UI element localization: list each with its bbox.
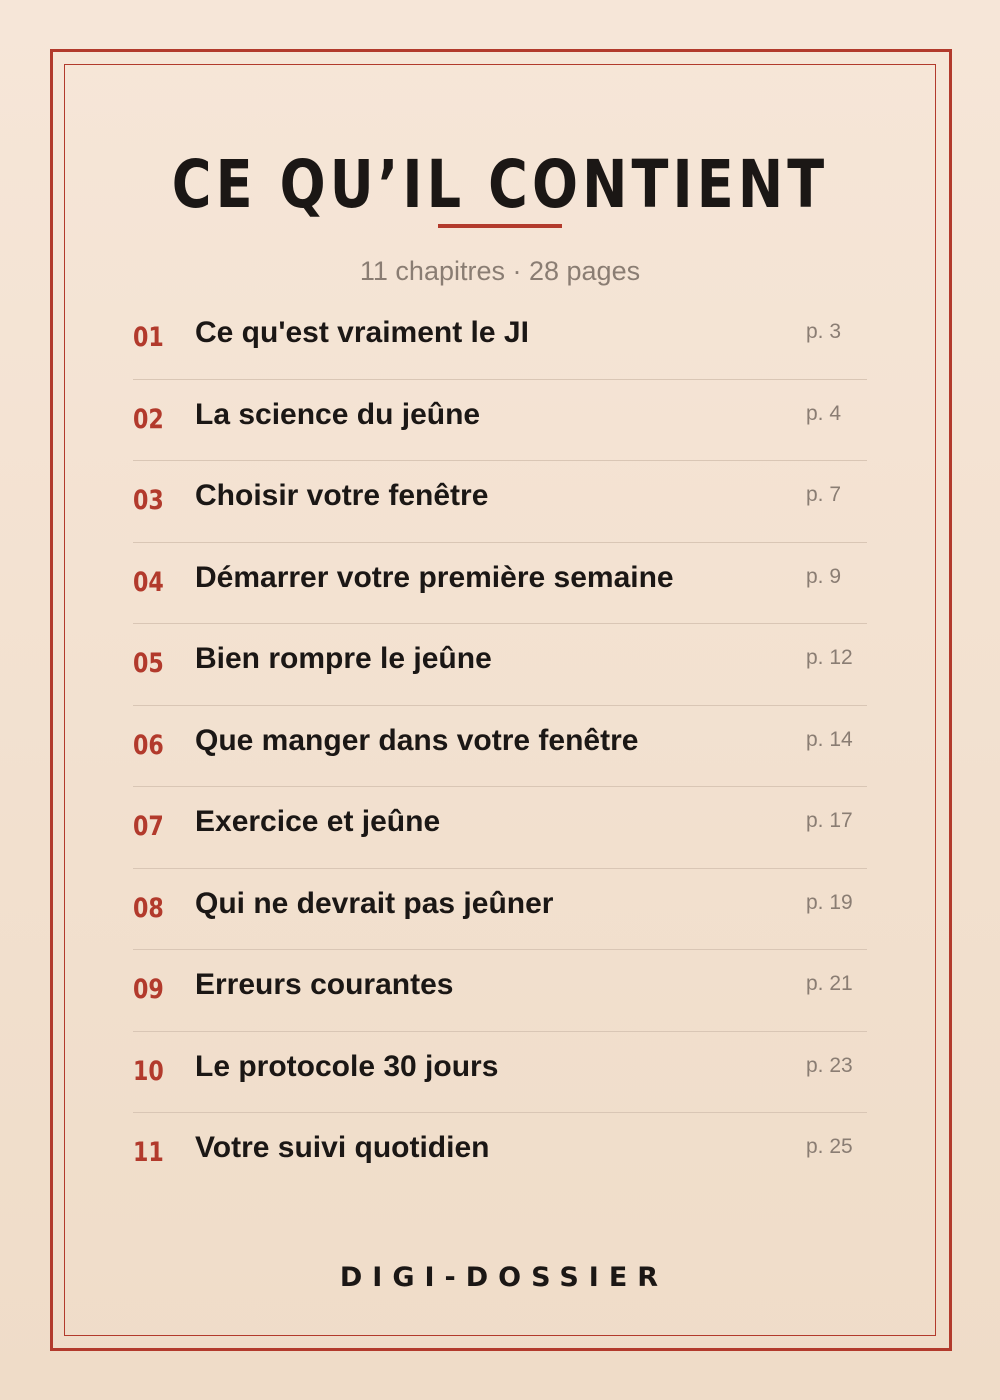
chapter-number: 07: [133, 811, 164, 842]
chapter-title: Que manger dans votre fenêtre: [195, 723, 639, 757]
toc-row: [133, 950, 867, 1032]
chapter-number: 03: [133, 485, 164, 516]
chapter-title: Votre suivi quotidien: [195, 1131, 490, 1164]
toc-row: [133, 787, 867, 869]
chapter-title: Démarrer votre première semaine: [195, 560, 674, 594]
toc-row: [133, 461, 867, 543]
chapter-title: La science du jeûne: [195, 397, 481, 431]
chapter-title: Exercice et jeûne: [195, 805, 441, 838]
chapter-title: Choisir votre fenêtre: [195, 479, 489, 512]
chapter-page: p. 25: [806, 1135, 853, 1158]
chapter-number: 09: [133, 974, 164, 1005]
toc-row: [133, 706, 867, 788]
chapter-page: p. 12: [806, 646, 853, 669]
chapter-title: Erreurs courantes: [195, 968, 454, 1001]
chapter-page: p. 21: [806, 972, 853, 995]
chapter-title: Ce qu'est vraiment le JI: [195, 316, 529, 349]
chapter-page: p. 17: [806, 809, 853, 832]
chapter-page: p. 14: [806, 727, 853, 751]
chapter-number: 02: [133, 403, 164, 435]
chapter-page: p. 7: [806, 483, 842, 506]
chapter-number: 05: [133, 648, 164, 679]
chapter-number: 01: [133, 322, 164, 353]
toc-row: [133, 380, 867, 462]
chapter-number: 08: [133, 892, 164, 924]
toc-row: [133, 869, 867, 951]
toc-row: [133, 624, 867, 706]
chapter-title: Qui ne devrait pas jeûner: [195, 886, 554, 920]
brand-footer: DIGI-DOSSIER: [339, 1262, 669, 1293]
toc-row: [133, 1032, 867, 1114]
toc-row: [133, 543, 867, 625]
chapter-title: Bien rompre le jeûne: [195, 642, 492, 675]
chapter-number: 06: [133, 729, 164, 761]
chapter-page: p. 9: [806, 564, 842, 588]
chapter-title: Le protocole 30 jours: [195, 1049, 499, 1083]
table-of-contents: [133, 298, 867, 1194]
page-title: CE QU’IL CONTIENT: [171, 146, 829, 223]
title-underline: [438, 224, 562, 228]
chapter-page: p. 4: [806, 401, 842, 425]
chapter-number: 04: [133, 566, 164, 598]
chapter-page: p. 23: [806, 1053, 853, 1077]
chapter-page: p. 19: [806, 890, 853, 914]
chapter-page: p. 3: [806, 320, 842, 343]
toc-row: [133, 298, 867, 380]
toc-row: [133, 1113, 867, 1194]
chapter-number: 11: [133, 1137, 164, 1168]
chapter-number: 10: [133, 1055, 164, 1087]
page-subtitle: 11 chapitres · 28 pages: [359, 256, 641, 286]
